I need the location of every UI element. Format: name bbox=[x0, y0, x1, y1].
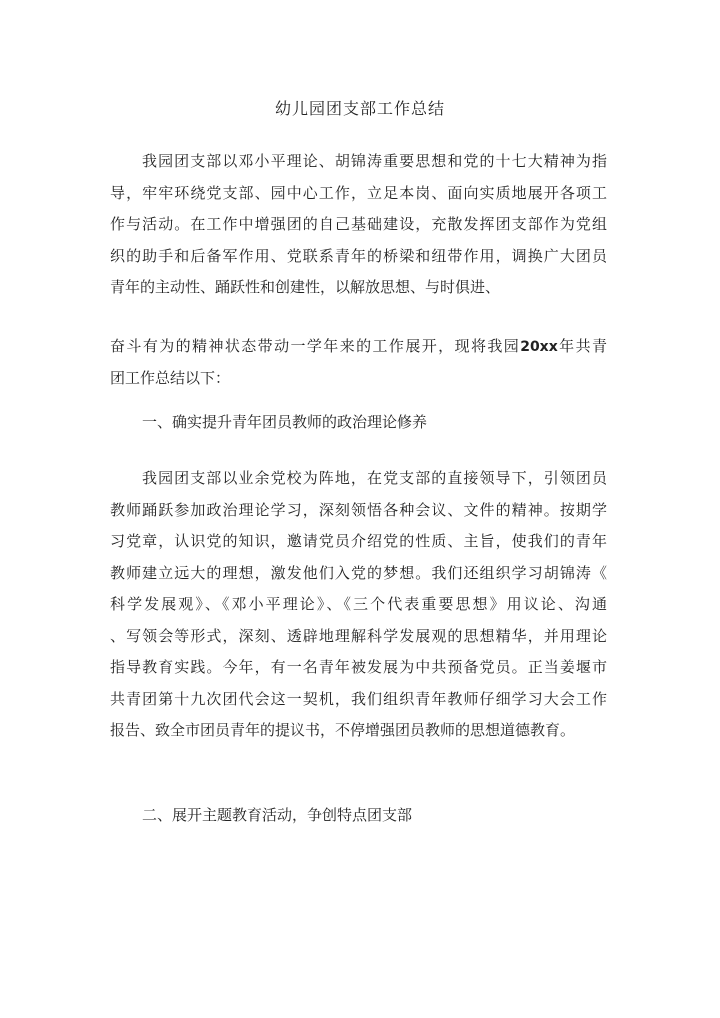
paragraph-line bbox=[110, 331, 607, 363]
document-title: 幼儿园团支部工作总结 bbox=[274, 99, 445, 118]
paragraph-line: 报告、致全市团员青年的提议书，不停增强团员教师的思想道德教育。 bbox=[110, 721, 576, 739]
paragraph-text: 奋斗有为的精神状态带动一学年来的工作展开，现将我园 bbox=[110, 337, 521, 355]
paragraph-line: 共青团第十九次团代会这一契机，我们组织青年教师仔细学习大会工作 bbox=[110, 689, 607, 708]
paragraph-1 bbox=[110, 146, 607, 304]
paragraph-line: 习党章，认识党的知识，邀请党员介绍党的性质、主旨，使我们的青年 bbox=[110, 532, 607, 550]
paragraph-2 bbox=[110, 331, 607, 394]
paragraph-line: 教师建立远大的理想，激发他们入党的梦想。我们还组织学习胡锦涛《 bbox=[110, 563, 607, 582]
paragraph-line: 我园团支部以邓小平理论、胡锦涛重要思想和党的十七大精神为指 bbox=[142, 152, 607, 170]
paragraph-line: 科学发展观》、《邓小平理论》、《三个代表重要思想》用议论、沟通 bbox=[110, 595, 607, 613]
paragraph-line: 我园团支部以业余党校为阵地，在党支部的直接领导下，引领团员 bbox=[142, 469, 607, 487]
paragraph-line: 教师踊跃参加政治理论学习，深刻领悟各种会议、文件的精神。按期学 bbox=[110, 500, 607, 519]
section-heading-1: 一、确实提升青年团员教师的政治理论修养 bbox=[142, 413, 428, 431]
section-heading-2: 二、展开主题教育活动，争创特点团支部 bbox=[142, 806, 413, 824]
paragraph-3 bbox=[110, 463, 607, 747]
paragraph-line: 、写领会等形式，深刻、透辟地理解科学发展观的思想精华，并用理论 bbox=[110, 626, 607, 645]
year-number: 20xx bbox=[520, 339, 558, 355]
paragraph-line: 团工作总结以下： bbox=[110, 368, 231, 387]
paragraph-text: 年共青 bbox=[557, 337, 607, 355]
paragraph-line: 指导教育实践。今年，有一名青年被发展为中共预备党员。正当姜堰市 bbox=[110, 658, 607, 676]
paragraph-line: 织的助手和后备军作用、党联系青年的桥梁和纽带作用，调换广大团员 bbox=[110, 246, 607, 265]
paragraph-line: 青年的主动性、踊跃性和创建性，以解放思想、与时俱进、 bbox=[110, 278, 501, 296]
paragraph-line: 导，牢牢环绕党支部、园中心工作，立足本岗、面向实质地展开各项工 bbox=[110, 183, 607, 202]
paragraph-line: 作与活动。在工作中增强团的自己基础建设，充散发挥团支部作为党组 bbox=[110, 215, 607, 233]
